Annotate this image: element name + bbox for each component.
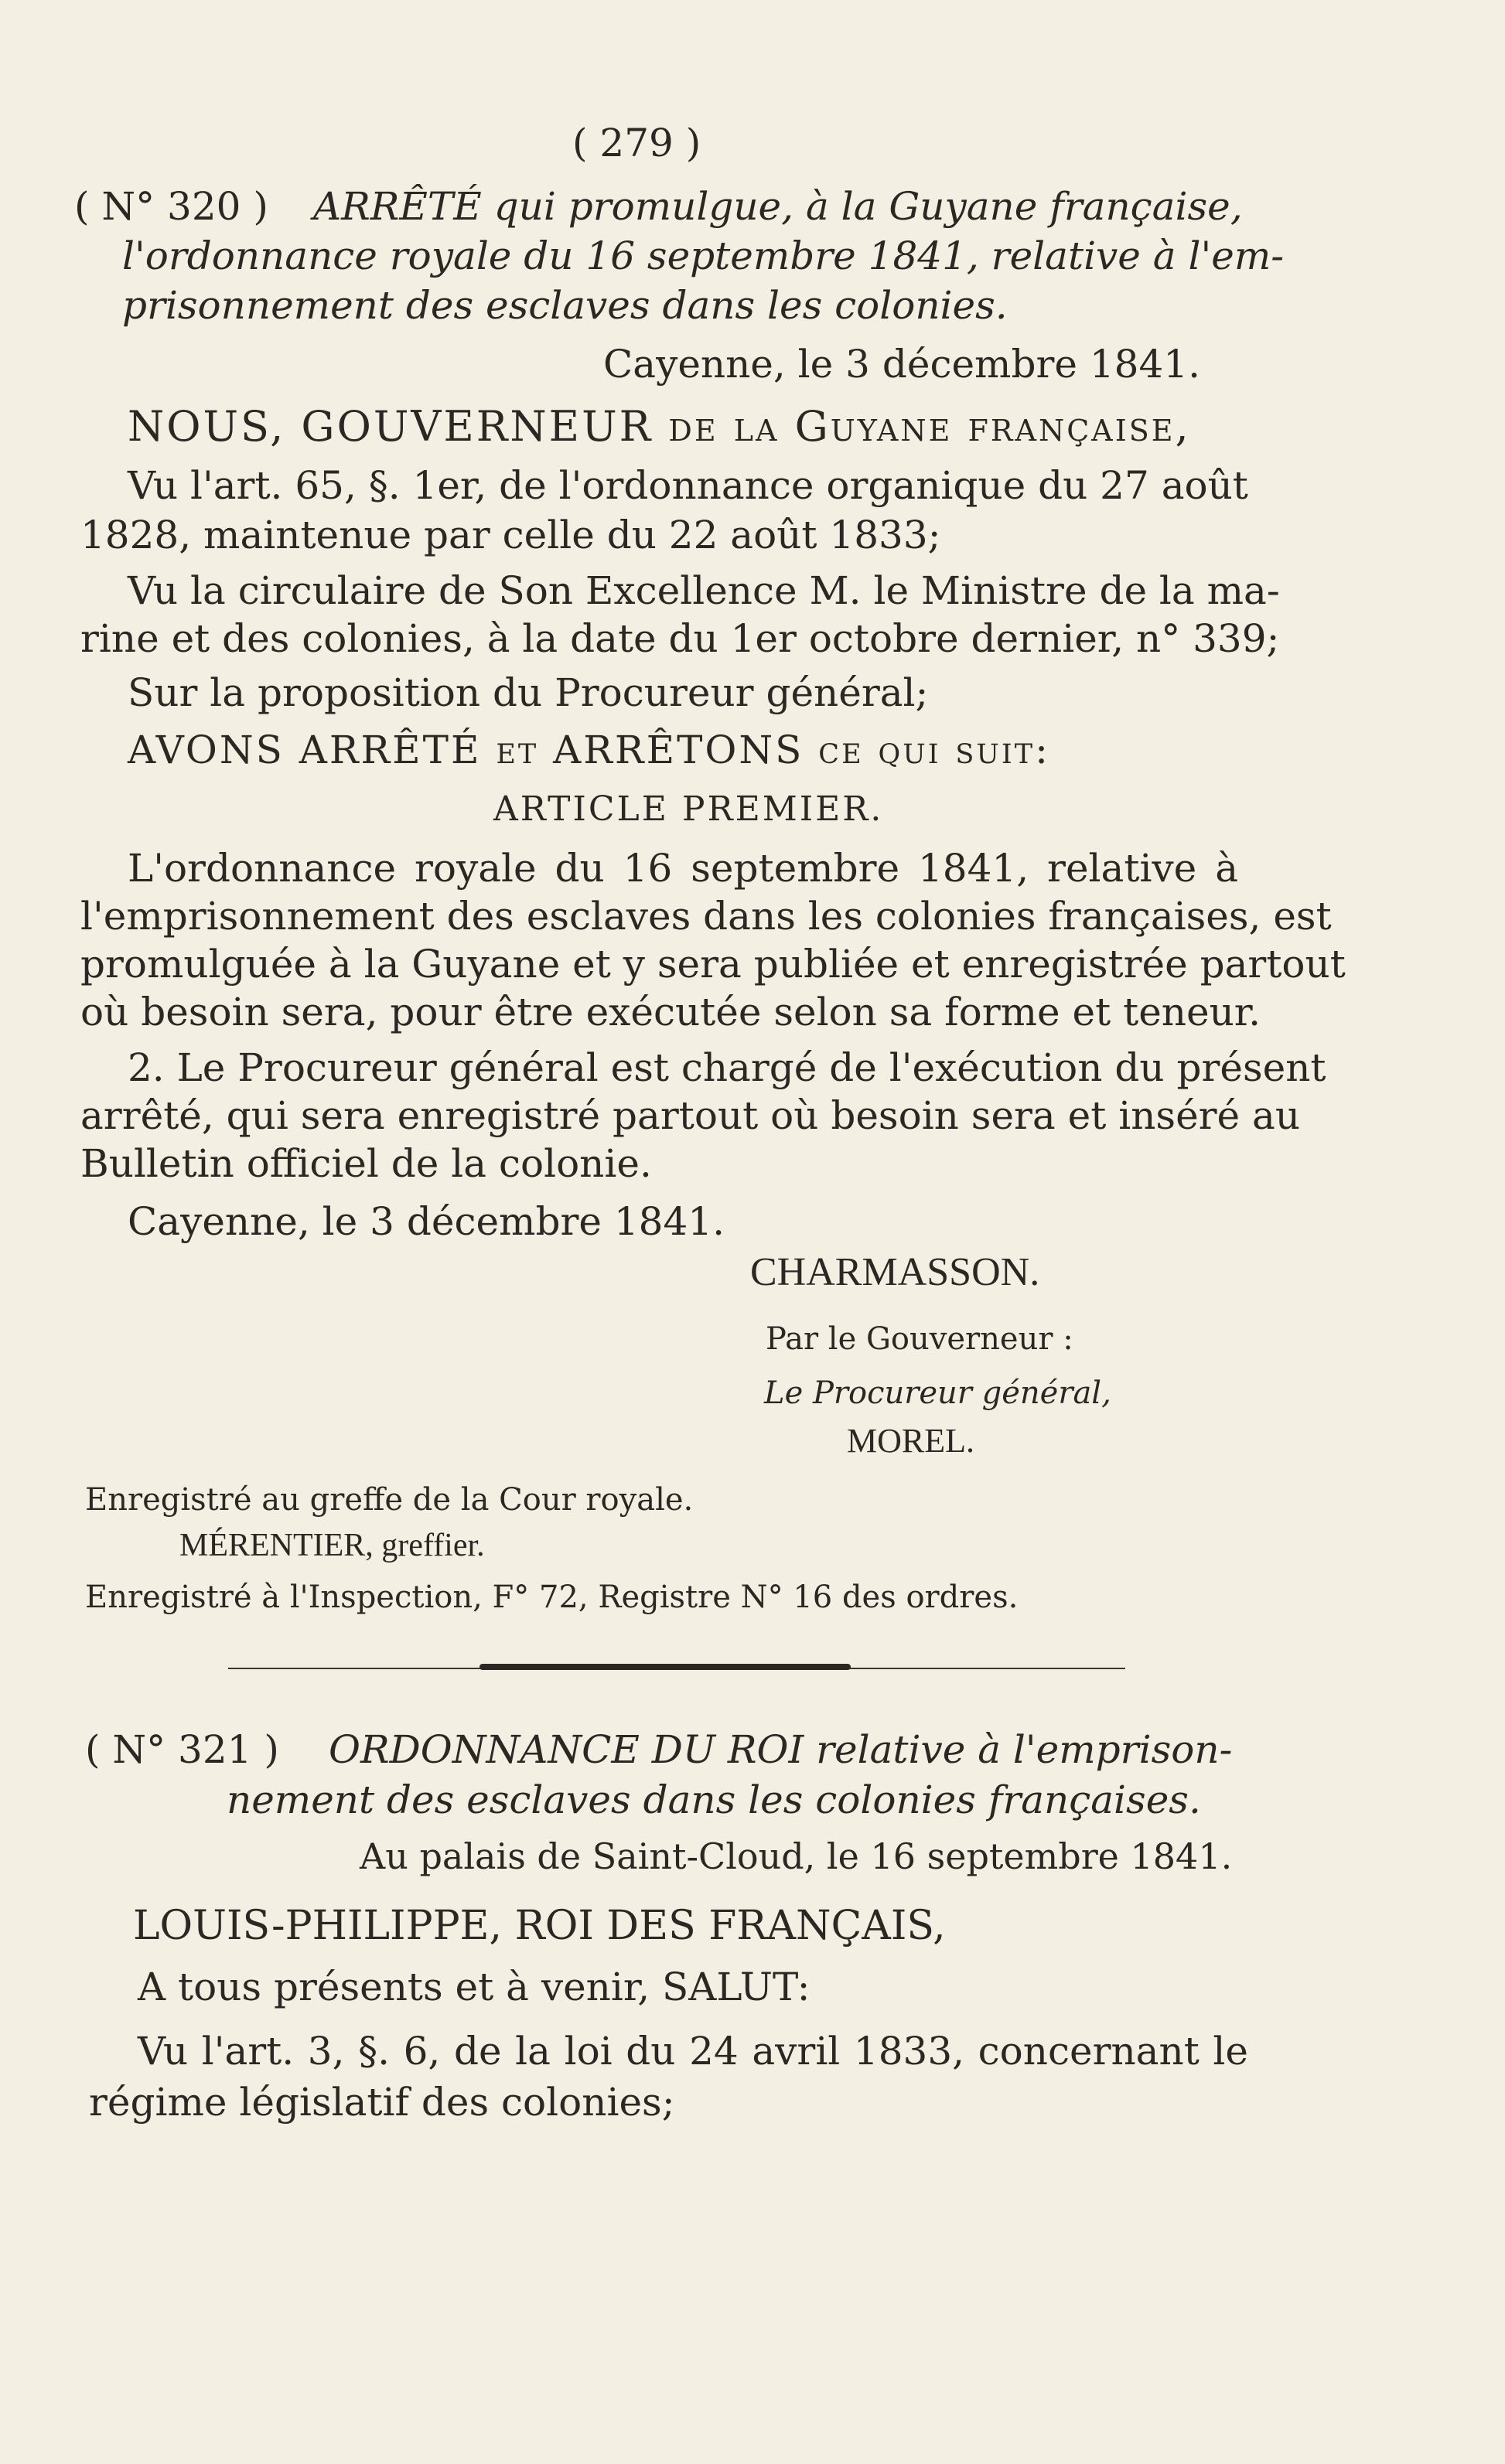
- considerant-line: 1828, maintenue par celle du 22 août 1833;: [80, 513, 941, 557]
- countersign-name: MOREL.: [847, 1422, 974, 1460]
- article-text-line: où besoin sera, pour être exécutée selon sa forme et teneur.: [80, 990, 1261, 1034]
- page-number: ( 279 ): [572, 121, 701, 165]
- considerant-line: rine et des colonies, à la date du 1er octobre dernier, n° 339;: [80, 616, 1280, 661]
- article-text-line: Bulletin officiel de la colonie.: [80, 1141, 652, 1186]
- article-text-line: promulguée à la Guyane et y sera publiée et enregistrée partout: [80, 942, 1346, 987]
- article-text-line: arrêté, qui sera enregistré partout où besoin sera et inséré au: [80, 1093, 1301, 1138]
- countersign-label: Par le Gouverneur :: [766, 1321, 1073, 1357]
- act-title-line: l'ordonnance royale du 16 septembre 1841, relative à l'em-: [122, 233, 1285, 278]
- act-title-line: ORDONNANCE DU ROI relative à l'emprison-: [329, 1727, 1233, 1772]
- signatory-name: CHARMASSON.: [750, 1250, 1040, 1294]
- royal-title: LOUIS-PHILIPPE, ROI DES FRANÇAIS,: [133, 1903, 946, 1949]
- closing-date: Cayenne, le 3 décembre 1841.: [128, 1199, 725, 1244]
- clerk-signature: MÉRENTIER, greffier.: [179, 1528, 485, 1563]
- enacting-clause: AVONS ARRÊTÉ et ARRÊTONS ce qui suit:: [128, 728, 1050, 772]
- considerant-line: Sur la proposition du Procureur général;: [128, 670, 929, 715]
- registration-note: Enregistré à l'Inspection, F° 72, Registre N° 16 des ordres.: [85, 1580, 1019, 1615]
- article-text-line: l'emprisonnement des esclaves dans les colonies françaises, est: [80, 894, 1332, 939]
- act-title-line: prisonnement des esclaves dans les colonies.: [122, 283, 1008, 328]
- considerant-line: régime législatif des colonies;: [89, 2080, 675, 2125]
- article-text-line: L'ordonnance royale du 16 septembre 1841, relative à: [128, 846, 1238, 891]
- act-title-line: nement des esclaves dans les colonies françaises.: [227, 1777, 1201, 1822]
- act-number: ( N° 320 ): [74, 184, 268, 229]
- salutation: A tous présents et à venir, SALUT:: [138, 1965, 811, 2009]
- considerant-line: Vu la circulaire de Son Excellence M. le Ministre de la ma-: [128, 568, 1280, 613]
- place-date: Au palais de Saint-Cloud, le 16 septembre 1841.: [360, 1835, 1233, 1877]
- act-number: ( N° 321 ): [85, 1727, 279, 1772]
- article-text-line: 2. Le Procureur général est chargé de l'exécution du présent: [128, 1045, 1326, 1090]
- registration-note: Enregistré au greffe de la Cour royale.: [85, 1482, 694, 1518]
- considerant-line: Vu l'art. 3, §. 6, de la loi du 24 avril 1833, concernant le: [138, 2029, 1248, 2074]
- considerant-line: Vu l'art. 65, §. 1er, de l'ordonnance organique du 27 août: [128, 463, 1248, 508]
- section-divider-bold: [479, 1664, 851, 1670]
- place-date: Cayenne, le 3 décembre 1841.: [603, 342, 1200, 387]
- preamble: NOUS, GOUVERNEUR de la Guyane française,: [128, 402, 1191, 451]
- article-heading: ARTICLE PREMIER.: [493, 789, 884, 829]
- act-title-line: ARRÊTÉ qui promulgue, à la Guyane française,: [313, 184, 1243, 229]
- countersign-title: Le Procureur général,: [764, 1375, 1111, 1411]
